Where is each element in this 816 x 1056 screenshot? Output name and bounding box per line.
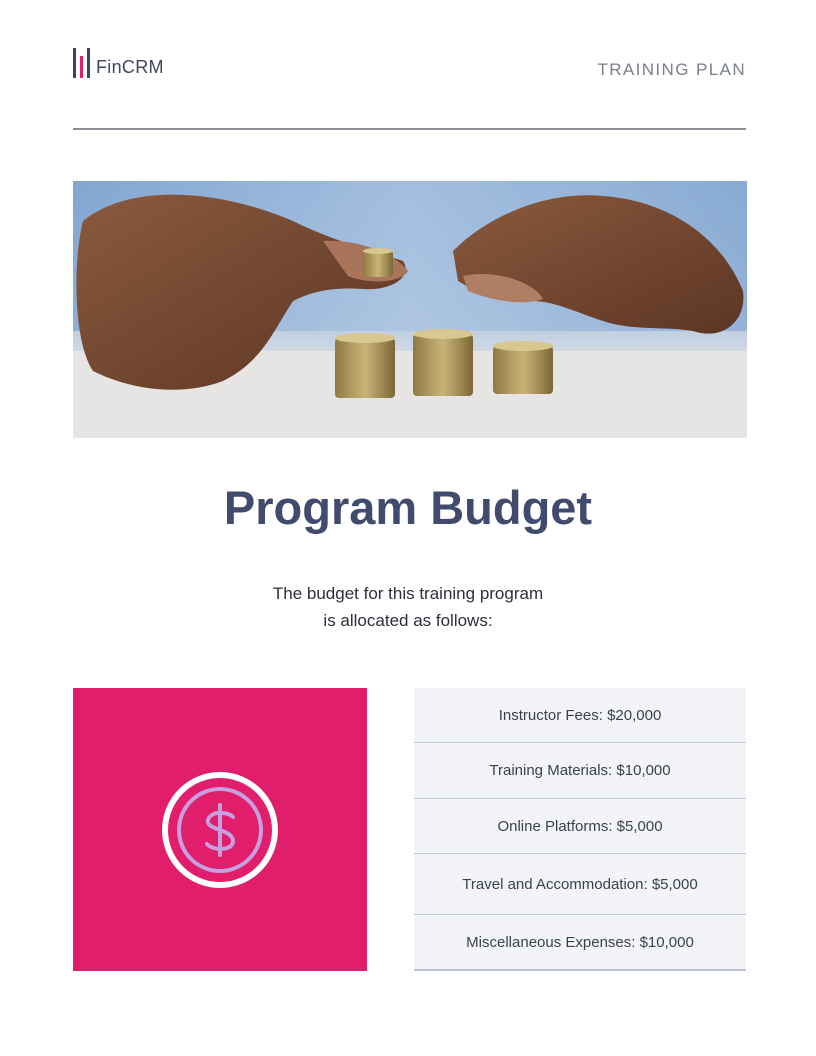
dollar-circle-icon [161, 771, 279, 889]
intro-line-1: The budget for this training program [272, 584, 544, 603]
budget-row: Online Platforms: $5,000 [414, 799, 746, 854]
budget-row: Miscellaneous Expenses: $10,000 [466, 933, 694, 951]
intro-paragraph [0, 580, 816, 634]
fincrm-logo [73, 46, 164, 78]
intro-line-2: is allocated as follows: [323, 611, 493, 630]
header-divider [73, 128, 746, 130]
budget-table [414, 688, 746, 971]
page-header [73, 46, 746, 86]
budget-row: Training Materials: $10,000 [414, 743, 746, 799]
hero-image [73, 181, 747, 438]
budget-row: Travel and Accommodation: $5,000 [414, 854, 746, 915]
budget-icon-tile [73, 688, 367, 971]
page-title: Program Budget [223, 481, 593, 534]
budget-row: Instructor Fees: $20,000 [414, 688, 746, 743]
document-type-label: TRAINING PLAN [597, 60, 746, 79]
bar-chart-logo-icon [73, 48, 90, 78]
logo-text: FinCRM [96, 57, 164, 77]
